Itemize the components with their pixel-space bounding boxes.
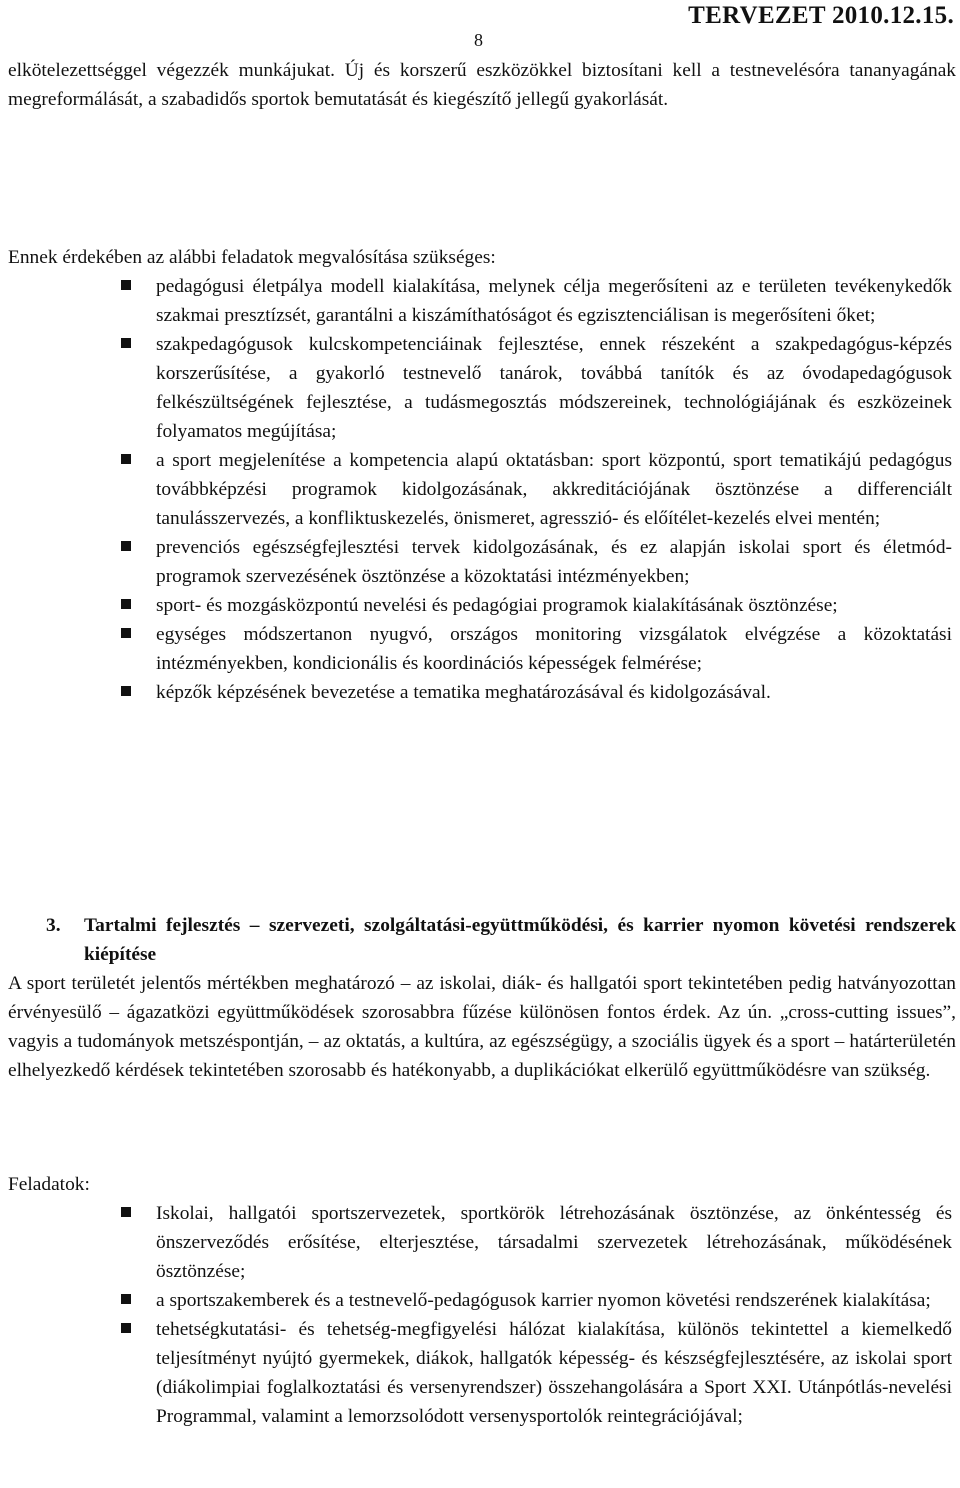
section-title: Tartalmi fejlesztés – szervezeti, szolgáltatási-együttműködési, és karrier nyomon követési rendszerek kiépítése <box>84 915 956 965</box>
list-item <box>0 272 960 330</box>
list-item-text: a sportszakemberek és a testnevelő-pedagógusok karrier nyomon követési rendszerének kialakítása; <box>156 1290 931 1311</box>
section-paragraph: A sport területét jelentős mértékben meghatározó – az iskolai, diák- és hallgatói sport tekintetében pedig hatványozottan érvényesülő – ágazatközi együttműködések szorosabbra fűzése különösen fontos érdek. Az ún. „cross-cutting issues”, vagyis a tudományok metszéspontján, – az oktatás, a kultúra, az egészségügy, a szociális ügyek és a sport – határterületén elhelyezkedő kérdések tekintetében szorosabb és hatékonyabb, a duplikációkat elkerülő együttműködésre van szükség. <box>8 973 956 1081</box>
list-item <box>0 330 960 446</box>
list-item <box>0 446 960 533</box>
list-item-text: Iskolai, hallgatói sportszervezetek, sportkörök létrehozásának ösztönzése, az önkéntesség és önszerveződés erősítése, elterjesztése, társadalmi szervezetek létrehozásának, működésének ösztönzése; <box>156 1203 952 1282</box>
square-bullet-icon <box>121 280 131 290</box>
tasks-label: Feladatok: <box>8 1174 90 1195</box>
tasks-lead: Ennek érdekében az alábbi feladatok megvalósítása szükséges: <box>8 247 496 268</box>
list-item <box>0 1286 960 1315</box>
list-item-text: sport- és mozgásközpontú nevelési és pedagógiai programok kialakításának ösztönzése; <box>156 595 838 616</box>
list-item <box>0 620 960 678</box>
list-item <box>0 1315 960 1431</box>
list-item <box>0 591 960 620</box>
square-bullet-icon <box>121 1207 131 1217</box>
square-bullet-icon <box>121 599 131 609</box>
list-item <box>0 678 960 707</box>
tasks-bullet-list <box>0 272 960 707</box>
list-item-text: képzők képzésének bevezetése a tematika meghatározásával és kidolgozásával. <box>156 682 771 703</box>
square-bullet-icon <box>121 686 131 696</box>
page-number: 8 <box>474 30 483 50</box>
draft-header: TERVEZET 2010.12.15. <box>688 2 954 29</box>
square-bullet-icon <box>121 628 131 638</box>
list-item-text: prevenciós egészségfejlesztési tervek kidolgozásának, és ez alapján iskolai sport és életmód-programok szervezésének ösztönzése a közoktatási intézményekben; <box>156 537 952 587</box>
section-number: 3. <box>46 915 61 936</box>
square-bullet-icon <box>121 1323 131 1333</box>
list-item-text: szakpedagógusok kulcskompetenciáinak fejlesztése, ennek részeként a szakpedagógus-képzés korszerűsítése, a gyakorló testnevelő tanárok, továbbá tanítók és az óvodapedagógusok felkészültségének fejlesztése, a tudásmegosztás módszereinek, technológiájának és eszközeinek folyamatos megújítása; <box>156 334 952 442</box>
list-item-text: a sport megjelenítése a kompetencia alapú oktatásban: sport központú, sport tematikájú pedagógus továbbképzési programok kidolgozásának, akkreditációjának ösztönzése a differenciált tanulásszervezés, a konfliktuskezelés, önismeret, agresszió- és előítélet-kezelés elvei mentén; <box>156 450 952 529</box>
square-bullet-icon <box>121 1294 131 1304</box>
section-bullet-list <box>0 1199 960 1431</box>
list-item <box>0 1199 960 1286</box>
square-bullet-icon <box>121 338 131 348</box>
square-bullet-icon <box>121 541 131 551</box>
list-item <box>0 533 960 591</box>
intro-paragraph: elkötelezettséggel végezzék munkájukat. Új és korszerű eszközökkel biztosítani kell a testnevelésóra tananyagának megreformálását, a szabadidős sportok bemutatását és kiegészítő jellegű gyakorlását. <box>8 60 956 110</box>
list-item-text: tehetségkutatási- és tehetség-megfigyelési hálózat kialakítása, különös tekintettel a kiemelkedő teljesítményt nyújtó gyermekek, diákok, hallgatók képesség- és készségfejlesztésére, az iskolai sport (diákolimpiai foglalkoztatási és versenyrendszer) összehangolására a Sport XXI. Utánpótlás-nevelési Programmal, valamint a lemorzsolódott versenysportolók reintegrációjával; <box>156 1319 952 1427</box>
list-item-text: pedagógusi életpálya modell kialakítása, melynek célja megerősíteni az e területen tevékenykedők szakmai presztízsét, garantálni a kiszámíthatóságot és egzisztenciálisan is megerősíteni őket; <box>156 276 952 326</box>
square-bullet-icon <box>121 454 131 464</box>
list-item-text: egységes módszertanon nyugvó, országos monitoring vizsgálatok elvégzése a közoktatási intézményekben, kondicionális és koordinációs képességek felmérése; <box>156 624 952 674</box>
section-heading <box>46 911 956 969</box>
